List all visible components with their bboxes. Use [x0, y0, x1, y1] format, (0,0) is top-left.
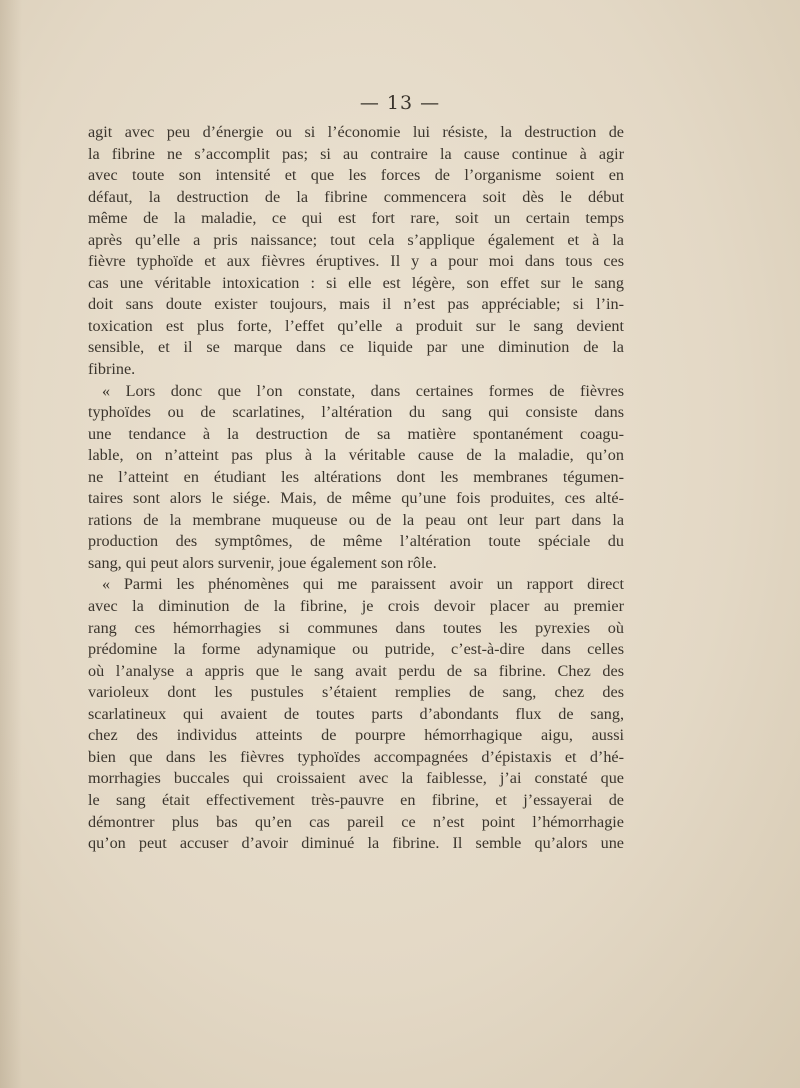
text-line: qu’on peut accuser d’avoir diminué la fibrine. Il semble qu’alors une — [88, 834, 624, 853]
text-line: où l’analyse a appris que le sang avait perdu de sa fibrine. Chez des — [88, 661, 624, 680]
text-line: fibrine. — [88, 360, 136, 379]
text-line: taires sont alors le siége. Mais, de même qu’une fois produites, ces alté- — [88, 489, 624, 508]
text-line: une tendance à la destruction de sa matière spontanément coagu- — [88, 424, 624, 443]
text-line: sang, qui peut alors survenir, joue également son rôle. — [88, 553, 437, 572]
text-line: rang ces hémorrhagies si communes dans toutes les pyrexies où — [88, 618, 624, 637]
text-line: bien que dans les fièvres typhoïdes accompagnées d’épistaxis et d’hé- — [88, 747, 624, 766]
page-number: — 13 — — [359, 92, 441, 114]
text-line: prédomine la forme adynamique ou putride, c’est-à-dire dans celles — [88, 640, 624, 659]
text-line: « Lors donc que l’on constate, dans certaines formes de fièvres — [102, 381, 624, 400]
text-line: production des symptômes, de même l’altération toute spéciale du — [88, 532, 624, 551]
text-line: cas une véritable intoxication : si elle est légère, son effet sur le sang — [88, 273, 624, 292]
text-line: « Parmi les phénomènes qui me paraissent avoir un rapport direct — [102, 575, 624, 594]
text-line: toxication est plus forte, l’effet qu’elle a produit sur le sang devient — [88, 316, 624, 335]
text-line: avec la diminution de la fibrine, je crois devoir placer au premier — [88, 597, 624, 616]
text-line: la fibrine ne s’accomplit pas; si au contraire la cause continue à agir — [88, 144, 624, 163]
text-line: démontrer plus bas qu’en cas pareil ce n’est point l’hémorrhagie — [88, 812, 624, 831]
text-line: ne l’atteint en étudiant les altérations dont les membranes tégumen- — [88, 467, 624, 486]
text-line: typhoïdes ou de scarlatines, l’altération du sang qui consiste dans — [88, 403, 624, 422]
text-line: même de la maladie, ce qui est fort rare, soit un certain temps — [88, 209, 624, 228]
text-line: varioleux dont les pustules s’étaient remplies de sang, chez des — [88, 683, 624, 702]
text-line: chez des individus atteints de pourpre hémorrhagique aigu, aussi — [88, 726, 624, 745]
text-line: avec toute son intensité et que les forces de l’organisme soient en — [88, 166, 624, 185]
text-line: sensible, et il se marque dans ce liquide par une diminution de la — [88, 338, 624, 357]
text-line: le sang était effectivement très-pauvre en fibrine, et j’essayerai de — [88, 790, 624, 809]
text-line: morrhagies buccales qui croissaient avec la faiblesse, j’ai constaté que — [88, 769, 624, 788]
text-line: lable, on n’atteint pas plus à la véritable cause de la maladie, qu’on — [88, 446, 624, 465]
text-line: après qu’elle a pris naissance; tout cela s’applique également et à la — [88, 230, 624, 249]
text-line: agit avec peu d’énergie ou si l’économie lui résiste, la destruction de — [88, 123, 624, 141]
text-line: rations de la membrane muqueuse ou de la peau ont leur part dans la — [88, 510, 624, 529]
text-line: défaut, la destruction de la fibrine commencera soit dès le début — [88, 187, 624, 206]
text-line: doit sans doute exister toujours, mais il n’est pas appréciable; si l’in- — [88, 295, 624, 314]
text-line: fièvre typhoïde et aux fièvres éruptives. Il y a pour moi dans tous ces — [88, 252, 624, 271]
body-text — [88, 122, 624, 855]
text-line: scarlatineux qui avaient de toutes parts d’abondants flux de sang, — [88, 704, 624, 723]
